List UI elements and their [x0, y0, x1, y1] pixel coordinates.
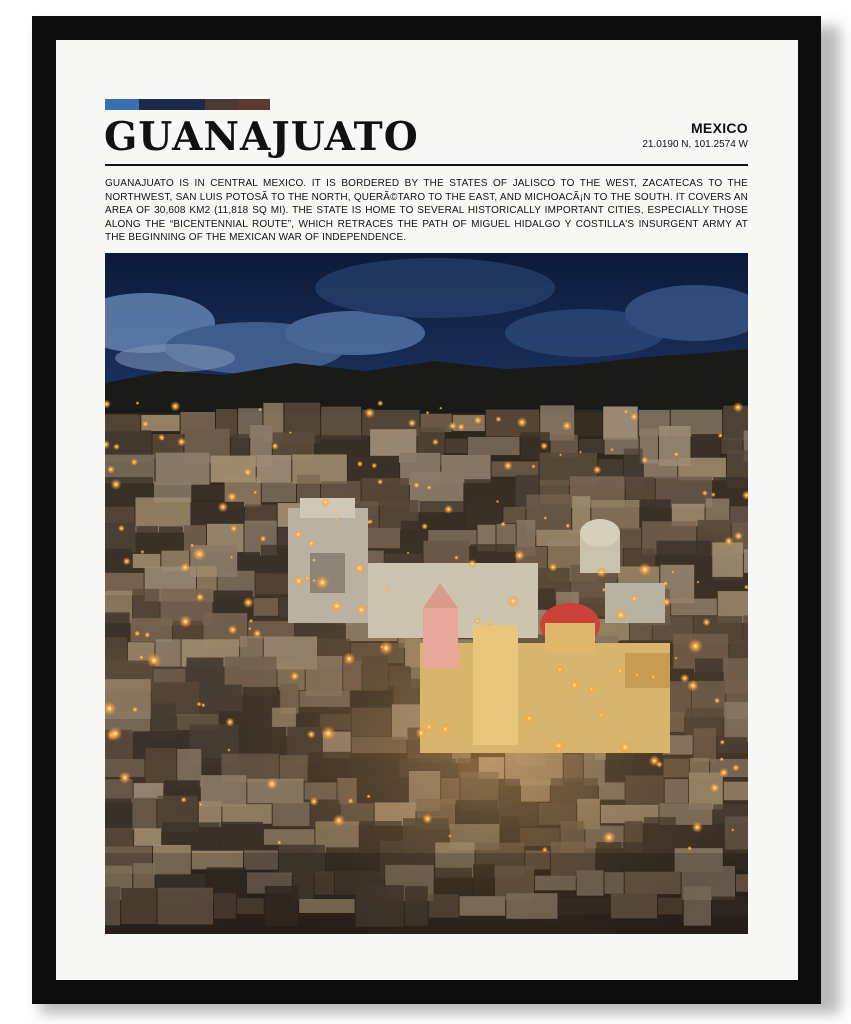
street-light	[732, 764, 740, 772]
street-light	[134, 630, 140, 636]
street-light	[330, 600, 343, 613]
street-light	[421, 523, 428, 530]
street-light	[692, 822, 703, 833]
street-light	[514, 550, 525, 561]
street-light	[617, 667, 624, 674]
street-light	[596, 567, 607, 578]
street-light	[448, 834, 452, 838]
street-light	[432, 439, 439, 446]
street-light	[132, 706, 138, 712]
street-light	[271, 442, 279, 450]
street-light	[227, 492, 237, 502]
street-light	[422, 814, 433, 825]
street-light	[253, 629, 262, 638]
street-light	[468, 559, 477, 568]
street-light	[540, 442, 548, 450]
street-light	[649, 755, 660, 766]
street-light	[413, 482, 420, 489]
street-light	[199, 803, 203, 807]
street-light	[630, 412, 639, 421]
street-light	[553, 739, 565, 751]
street-light	[426, 411, 430, 415]
street-light	[579, 450, 582, 453]
street-light	[457, 423, 465, 431]
street-light	[565, 523, 570, 528]
street-light	[688, 639, 703, 654]
street-light	[614, 609, 627, 622]
street-light	[377, 400, 383, 406]
street-light	[354, 562, 366, 574]
city-night-illustration	[105, 253, 748, 934]
street-light	[718, 433, 723, 438]
street-light	[696, 581, 699, 584]
street-light	[108, 727, 122, 741]
street-light	[671, 570, 675, 574]
street-light	[674, 452, 680, 458]
street-light	[147, 653, 162, 668]
street-light	[364, 407, 375, 418]
street-light	[407, 551, 410, 554]
street-light	[562, 421, 572, 431]
street-light	[366, 794, 371, 799]
street-light	[136, 401, 140, 405]
street-light	[140, 550, 144, 554]
street-light	[427, 485, 432, 490]
street-light	[333, 814, 345, 826]
street-light	[440, 724, 451, 735]
street-light	[253, 490, 257, 494]
street-light	[111, 479, 122, 490]
street-light	[602, 831, 616, 845]
street-light	[731, 828, 735, 832]
street-light	[638, 563, 652, 577]
city-night-photo	[105, 253, 748, 934]
street-light	[218, 502, 229, 513]
street-light	[312, 558, 317, 563]
street-light	[355, 604, 367, 616]
street-light	[190, 543, 194, 547]
street-light	[107, 465, 116, 474]
poster-title: GUANAJUATO	[104, 114, 419, 160]
street-light	[503, 461, 513, 471]
street-light	[711, 492, 716, 497]
street-light	[588, 686, 596, 694]
color-palette	[105, 99, 270, 110]
street-light	[702, 490, 708, 496]
street-light	[177, 437, 186, 446]
street-light	[444, 505, 453, 514]
foreground-shade	[105, 853, 748, 934]
street-light	[439, 407, 442, 410]
street-light	[719, 757, 724, 762]
street-light	[139, 655, 144, 660]
street-light	[181, 797, 187, 803]
country-label: MEXICO	[690, 120, 748, 136]
street-light	[619, 741, 632, 754]
street-light	[195, 593, 204, 602]
street-light	[569, 680, 579, 690]
street-light	[371, 463, 377, 469]
street-light	[720, 739, 726, 745]
street-light	[495, 416, 501, 422]
coordinates-label: 21.0190 N, 101.2574 W	[642, 139, 748, 150]
street-light	[702, 618, 711, 627]
poster-description: GUANAJUATO IS IN CENTRAL MEXICO. IT IS BORDERED BY THE STATES OF JALISCO TO THE WEST, ZACATECAS TO THE NORTHWEST, SAN LUIS POTOSÃ TO THE NORTH, QUERÃ©TARO TO THE EAST, AND MICHOACÃ¡N TO THE SOUTH. IT COVERS AN AREA OF 30,608 KM2 (11,818 SQ MI). THE STATE IS HOME TO SEVERAL HISTORICALLY IMPORTANT CITIES, ESPECIALLY THOSE ALONG THE “BICENTENNIAL ROUTE”, WHICH RETRACES THE PATH OF MIGUEL HIDALGO Y COSTILLA'S INSURGENT ARMY AT THE BEGINNING OF THE MEXICAN WAR OF INDEPENDENCE.	[105, 178, 748, 243]
street-light	[312, 579, 316, 583]
street-light	[663, 581, 668, 586]
street-light	[348, 798, 354, 804]
street-light	[724, 536, 734, 546]
street-light	[549, 563, 558, 572]
street-light	[719, 768, 729, 778]
street-light	[321, 726, 336, 741]
street-light	[258, 408, 262, 412]
street-light	[309, 797, 318, 806]
street-light	[384, 587, 389, 592]
street-light	[244, 468, 253, 477]
street-light	[556, 666, 563, 673]
street-light	[610, 448, 614, 452]
street-light	[179, 615, 192, 628]
street-light	[142, 421, 149, 428]
street-light	[228, 625, 238, 635]
street-light	[123, 557, 131, 565]
street-light	[680, 674, 690, 684]
street-light	[487, 621, 493, 627]
street-light	[710, 783, 720, 793]
palette-swatch	[139, 99, 205, 110]
street-light	[542, 847, 548, 853]
street-light	[321, 498, 330, 507]
street-light	[524, 714, 533, 723]
street-light	[559, 453, 562, 456]
street-light	[201, 703, 206, 708]
street-light	[687, 846, 692, 851]
street-light	[192, 547, 206, 561]
street-light	[380, 645, 383, 648]
street-light	[496, 500, 499, 503]
street-light	[408, 419, 417, 428]
street-light	[662, 597, 672, 607]
street-light	[130, 458, 138, 466]
street-light	[243, 597, 254, 608]
street-light	[304, 575, 311, 582]
street-light	[357, 461, 364, 468]
street-light	[733, 402, 744, 413]
street-light	[473, 416, 482, 425]
street-light	[531, 464, 536, 469]
street-light	[454, 555, 459, 560]
palette-swatch	[105, 99, 139, 110]
street-light	[289, 431, 292, 434]
street-light	[630, 595, 638, 603]
street-light	[277, 840, 282, 845]
street-light	[260, 535, 267, 542]
street-light	[144, 632, 150, 638]
street-light	[158, 434, 165, 441]
title-divider	[105, 164, 748, 166]
street-light	[448, 422, 457, 431]
street-light	[335, 517, 338, 520]
street-light	[307, 539, 315, 547]
street-light	[624, 409, 629, 414]
street-light	[225, 718, 234, 727]
palette-swatch	[205, 99, 238, 110]
street-light	[315, 575, 329, 589]
street-light	[367, 520, 371, 524]
street-light	[641, 456, 648, 463]
street-light	[593, 465, 602, 474]
street-light	[500, 521, 506, 527]
street-light	[118, 525, 125, 532]
street-light	[227, 748, 231, 752]
street-light	[248, 627, 252, 631]
street-light	[170, 401, 180, 411]
street-light	[543, 516, 547, 520]
street-light	[197, 702, 202, 707]
street-light	[230, 525, 238, 533]
street-light	[424, 722, 434, 732]
street-light	[293, 530, 303, 540]
palette-swatch	[238, 99, 270, 110]
street-light	[180, 562, 190, 572]
street-light	[651, 674, 656, 679]
street-light	[119, 771, 132, 784]
street-light	[377, 479, 383, 485]
street-light	[249, 619, 254, 624]
street-light	[674, 656, 677, 659]
street-light	[266, 778, 279, 791]
street-light	[517, 417, 528, 428]
street-light	[687, 680, 699, 692]
street-light	[290, 671, 300, 681]
street-light	[602, 588, 607, 593]
street-light	[635, 673, 639, 677]
street-light	[343, 652, 356, 665]
street-light	[307, 730, 316, 739]
street-light	[598, 712, 605, 719]
street-light	[474, 617, 482, 625]
street-light	[293, 575, 305, 587]
street-light	[230, 556, 233, 559]
street-light	[714, 697, 721, 704]
street-light	[507, 595, 520, 608]
street-light	[734, 531, 743, 540]
street-light	[113, 443, 120, 450]
